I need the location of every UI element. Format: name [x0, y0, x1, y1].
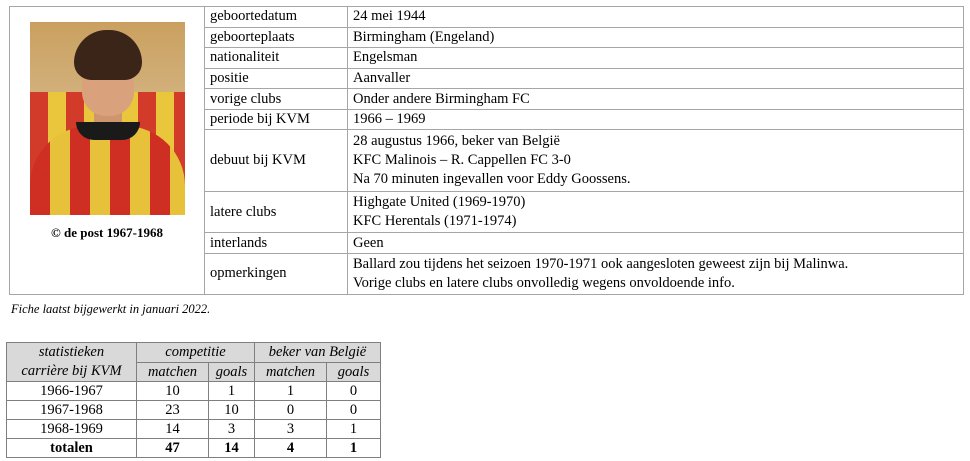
label-latere-clubs: latere clubs: [205, 192, 348, 233]
label-interlands: interlands: [205, 233, 348, 254]
comp-matchen-cell: 10: [137, 382, 209, 401]
comp-goals-cell: 10: [209, 401, 255, 420]
season-cell: 1966-1967: [7, 382, 137, 401]
stats-header-competitie: competitie: [137, 343, 255, 363]
total-comp-goals: 14: [209, 439, 255, 458]
table-row: [7, 401, 381, 420]
total-comp-matchen: 47: [137, 439, 209, 458]
beker-matchen-cell: 0: [255, 401, 327, 420]
value-vorige-clubs: Onder andere Birmingham FC: [348, 89, 964, 110]
stats-col-beker-matchen: matchen: [255, 362, 327, 382]
label-geboortedatum: geboortedatum: [205, 7, 348, 28]
label-nationaliteit: nationaliteit: [205, 48, 348, 69]
label-periode: periode bij KVM: [205, 109, 348, 130]
stats-header-beker: beker van België: [255, 343, 381, 363]
update-note: Fiche laatst bijgewerkt in januari 2022.: [11, 302, 211, 316]
value-opmerkingen: Ballard zou tijdens het seizoen 1970-1971 ook aangesloten geweest zijn bij Malinwa. Vorige clubs en latere clubs onvolledig wegens onvoldoende info.: [348, 253, 964, 294]
photo-cell: [10, 7, 205, 295]
total-beker-goals: 1: [327, 439, 381, 458]
stats-col-beker-goals: goals: [327, 362, 381, 382]
totals-label: totalen: [7, 439, 137, 458]
value-nationaliteit: Engelsman: [348, 48, 964, 69]
value-positie: Aanvaller: [348, 68, 964, 89]
comp-goals-cell: 3: [209, 420, 255, 439]
comp-matchen-cell: 23: [137, 401, 209, 420]
beker-goals-cell: 0: [327, 382, 381, 401]
table-row: [7, 382, 381, 401]
stats-header-title: statistieken carrière bij KVM: [7, 343, 137, 382]
beker-goals-cell: 1: [327, 420, 381, 439]
beker-matchen-cell: 1: [255, 382, 327, 401]
label-vorige-clubs: vorige clubs: [205, 89, 348, 110]
season-cell: 1968-1969: [7, 420, 137, 439]
season-cell: 1967-1968: [7, 401, 137, 420]
beker-goals-cell: 0: [327, 401, 381, 420]
statistics-table: [6, 342, 381, 458]
label-debuut: debuut bij KVM: [205, 130, 348, 192]
player-photo: [30, 22, 185, 215]
value-geboorteplaats: Birmingham (Engeland): [348, 27, 964, 48]
comp-goals-cell: 1: [209, 382, 255, 401]
value-debuut: 28 augustus 1966, beker van België KFC Malinois – R. Cappellen FC 3-0 Na 70 minuten ingevallen voor Eddy Goossens.: [348, 130, 964, 192]
totals-row: [7, 439, 381, 458]
stats-col-comp-matchen: matchen: [137, 362, 209, 382]
total-beker-matchen: 4: [255, 439, 327, 458]
table-row: [7, 420, 381, 439]
label-opmerkingen: opmerkingen: [205, 253, 348, 294]
stats-col-comp-goals: goals: [209, 362, 255, 382]
value-periode: 1966 – 1969: [348, 109, 964, 130]
beker-matchen-cell: 3: [255, 420, 327, 439]
photo-caption: © de post 1967-1968: [51, 225, 163, 240]
label-geboorteplaats: geboorteplaats: [205, 27, 348, 48]
value-latere-clubs: Highgate United (1969-1970) KFC Herentals (1971-1974): [348, 192, 964, 233]
label-positie: positie: [205, 68, 348, 89]
value-interlands: Geen: [348, 233, 964, 254]
value-geboortedatum: 24 mei 1944: [348, 7, 964, 28]
comp-matchen-cell: 14: [137, 420, 209, 439]
player-fiche-table: [9, 6, 964, 295]
